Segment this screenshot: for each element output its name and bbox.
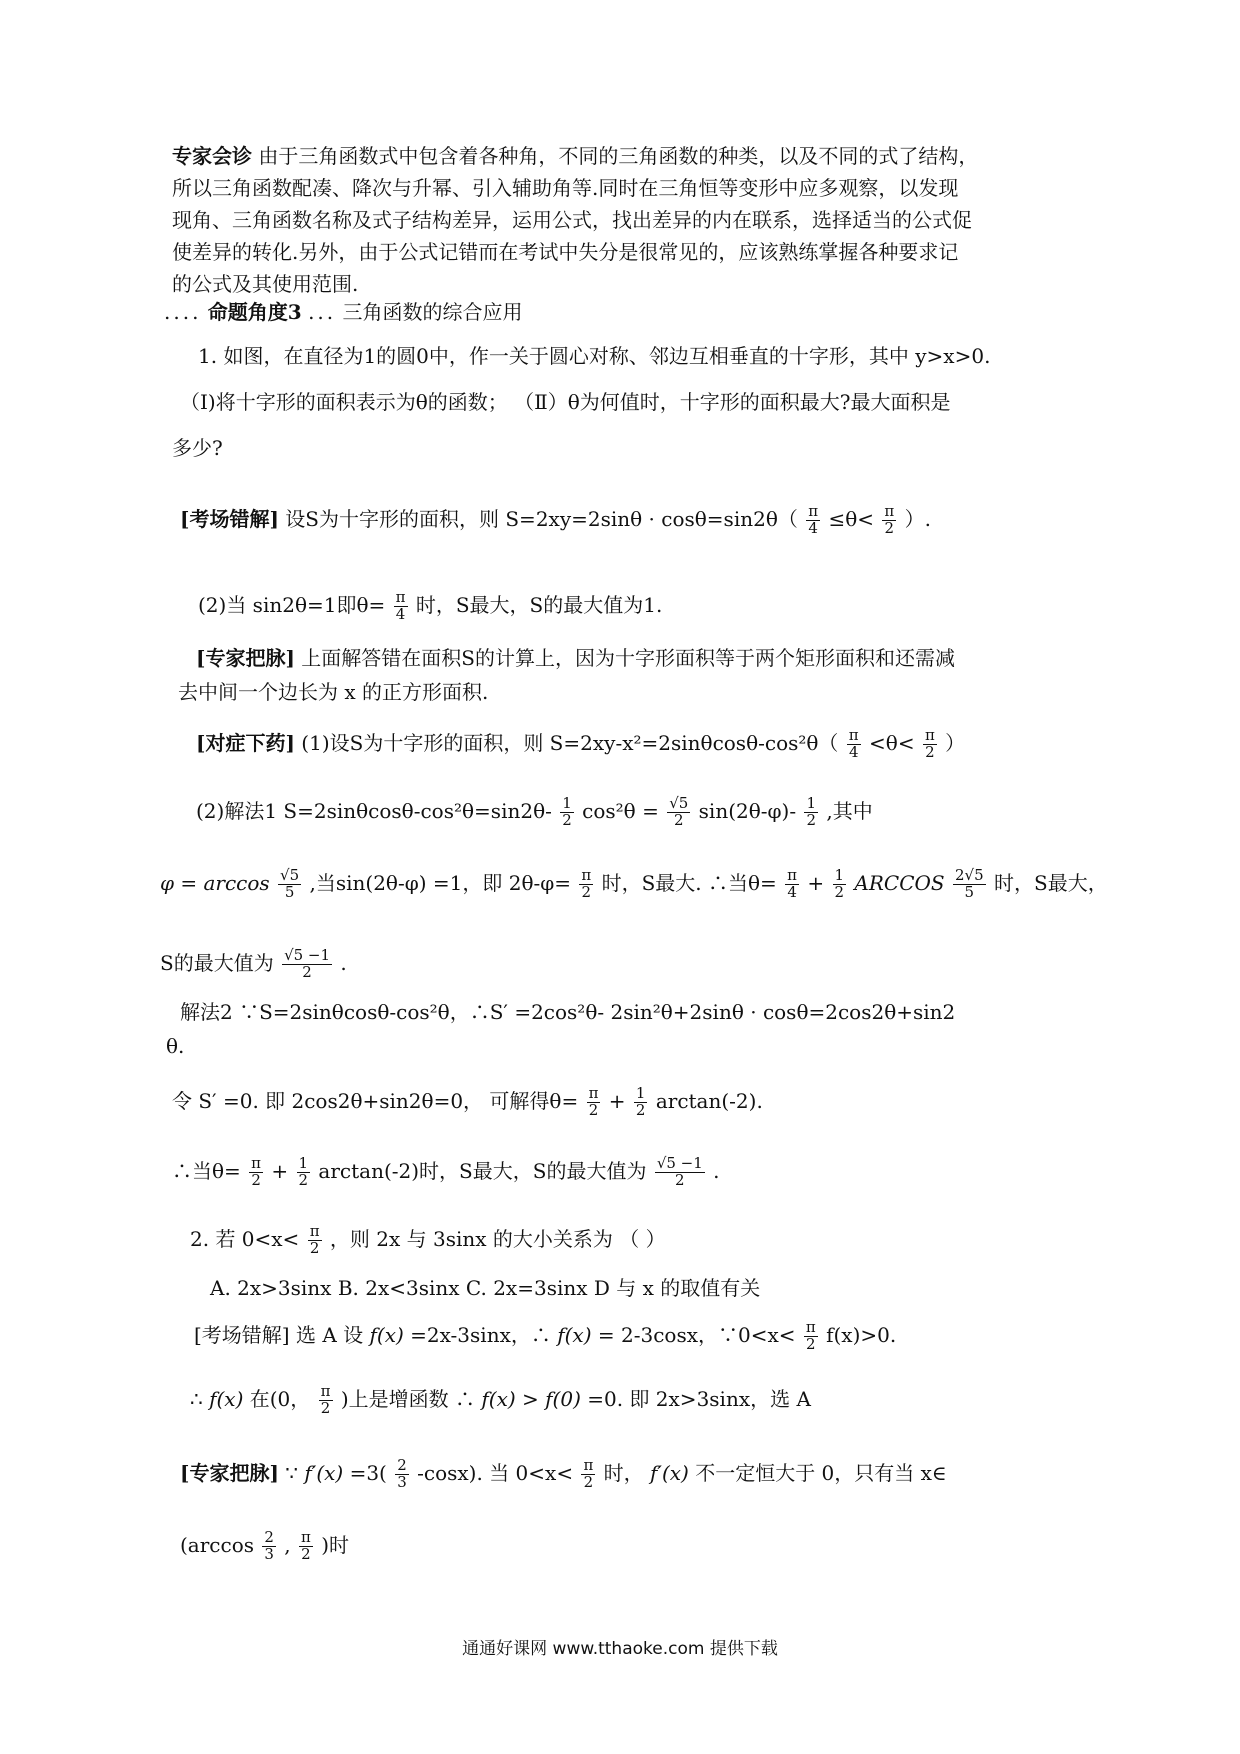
q1-wrong-label: [考场错解] <box>180 506 279 531</box>
topic-title: 三角函数的综合应用 <box>342 300 523 324</box>
q2-options: A. 2x>3sinx B. 2x<3sinx C. 2x=3sinx D 与 x 的取值有关 <box>210 1276 761 1300</box>
q1-method2-line-4: ∴当θ= $\frac{\pi}{2}$ + $\frac{1}{2}$ arctan(-2)时，S最大，S的最大值为 $\frac{√5 -1}{2}$ . <box>172 1154 720 1189</box>
q1-expert-label: [专家把脉] <box>196 646 295 670</box>
q1-stem: 1. 如图，在直径为1的圆0中，作一关于圆心对称、邻边互相垂直的十字形，其中 y>x>0. <box>198 344 991 368</box>
fraction-1-2: $\frac{1}{2}$ <box>562 794 572 829</box>
q2-expert-cont: (arccos $\frac{2}{3}$ , $\frac{\pi}{2}$ )时 <box>180 1528 350 1563</box>
fraction-pi-2: $\frac{\pi}{2}$ <box>588 1084 599 1119</box>
q1-method1-line-2: φ = arccos $\frac{√5}{5}$ ,当sin(2θ-φ) =1，即 2θ-φ= $\frac{\pi}{2}$ 时，S最大. ∴当θ= $\frac{\pi}{4}$ + $\frac{1}{2}$ ARCCOS $\frac{2√5}{5}$ 时，S最大， <box>160 866 1108 901</box>
intro-text-1: 由于三角函数式中包含着各种角，不同的三角函数的种类，以及不同的式了结构， <box>258 144 979 168</box>
q2-expert-label: [专家把脉] <box>180 1460 279 1485</box>
q1-parts: （Ⅰ)将十字形的面积表示为θ的函数； （Ⅱ）θ为何值时，十字形的面积最大?最大面积是 <box>180 390 951 414</box>
q1-wrong-solution <box>180 504 931 537</box>
q1-wrong-text: 设S为十字形的面积，则 S=2xy=2sinθ · cosθ=sin2θ（ <box>285 506 798 531</box>
fraction-pi-4: $\frac{\pi}{4}$ <box>395 588 406 623</box>
q1-method1-line-3: S的最大值为 $\frac{√5 -1}{2}$ . <box>160 946 347 981</box>
fraction-pi-4: $\frac{\pi}{4}$ <box>787 866 798 901</box>
fraction-sqrt5-2: $\frac{√5}{2}$ <box>669 794 689 829</box>
fraction-1-2: $\frac{1}{2}$ <box>834 866 845 901</box>
fraction-sqrt5m1-2: $\frac{√5 -1}{2}$ <box>656 1154 703 1189</box>
q2-wrong-solution: [考场错解] 选 A 设 f(x) =2x-3sinx，∴ f(x) = 2-3cosx，∵0<x< $\frac{\pi}{2}$ f(x)>0. <box>194 1318 897 1353</box>
fraction-pi-4: $\frac{\pi}{4}$ <box>848 726 859 761</box>
fraction-pi-2: $\frac{\pi}{2}$ <box>309 1222 320 1257</box>
fraction-1-2: $\frac{1}{2}$ <box>806 794 816 829</box>
fraction-pi-2: $\frac{\pi}{2}$ <box>924 726 935 761</box>
intro-heading: 专家会诊 <box>172 144 252 168</box>
intro-line-5: 的公式及其使用范围. <box>172 272 359 296</box>
fraction-pi-2: $\frac{\pi}{2}$ <box>251 1154 262 1189</box>
q1-method2-line-2: θ. <box>166 1034 185 1058</box>
intro-line-1 <box>172 144 978 168</box>
fraction-2-3: $\frac{2}{3}$ <box>397 1456 407 1491</box>
q2-expert: [专家把脉] ∵ f′(x) =3( $\frac{2}{3}$ -cosx). 当 0<x< $\frac{\pi}{2}$ 时， f′(x) 不一定恒大于 0，只有当 x∈ <box>180 1456 947 1491</box>
intro-line-2: 所以三角函数配凑、降次与升幂、引入辅助角等.同时在三角恒等变形中应多观察，以发现 <box>172 176 959 200</box>
fraction-pi-2: $\frac{\pi}{2}$ <box>583 1456 594 1491</box>
q1-expert-line-2: 去中间一个边长为 x 的正方形面积. <box>178 680 489 704</box>
fraction-pi-2: $\frac{\pi}{2}$ <box>805 1318 816 1353</box>
fraction-sqrt5-5: $\frac{√5}{5}$ <box>280 866 300 901</box>
topic-heading <box>164 300 523 324</box>
q1-wrong-text-mid: ≤θ< <box>828 506 875 531</box>
q1-method1-line-1: (2)解法1 S=2sinθcosθ-cos²θ=sin2θ- $\frac{1}{2}$ cos²θ = $\frac{√5}{2}$ sin(2θ-φ)- $\frac{1}{2}$ ,其中 <box>196 794 873 829</box>
topic-dots-1: .... <box>164 300 202 324</box>
fraction-1-2: $\frac{1}{2}$ <box>635 1084 646 1119</box>
q1-method2-line-3: 令 S′ =0. 即 2cos2θ+sin2θ=0， 可解得θ= $\frac{\pi}{2}$ + $\frac{1}{2}$ arctan(-2). <box>172 1084 763 1119</box>
fraction-pi-2: $\frac{\pi}{2}$ <box>300 1528 311 1563</box>
fraction-1-2: $\frac{1}{2}$ <box>298 1154 309 1189</box>
q1-wrong-part2: (2)当 sin2θ=1即θ= $\frac{\pi}{4}$ 时，S最大，S的最大值为1. <box>198 588 663 623</box>
fraction-pi-2: $\frac{\pi}{2}$ <box>581 866 592 901</box>
topic-label: 命题角度3 <box>207 300 302 324</box>
topic-dots-2: ... <box>308 300 337 324</box>
fraction-sqrt5m1-2: $\frac{√5 -1}{2}$ <box>284 946 331 981</box>
intro-line-3: 现角、三角函数名称及式子结构差异，运用公式，找出差异的内在联系，选择适当的公式促 <box>172 208 972 232</box>
intro-line-4: 使差异的转化.另外，由于公式记错而在考试中失分是很常见的，应该熟练掌握各种要求记 <box>172 240 959 264</box>
fraction-2-3: $\frac{2}{3}$ <box>264 1528 274 1563</box>
q2-stem: 2. 若 0<x< $\frac{\pi}{2}$ ，则 2x 与 3sinx 的大小关系为 （ ） <box>190 1222 666 1257</box>
page-footer: 通通好课网 www.tthaoke.com 提供下载 <box>462 1639 778 1659</box>
fraction-2sqrt5-5: $\frac{2√5}{5}$ <box>955 866 984 901</box>
fraction-pi-2: $\frac{\pi}{2}$ <box>884 502 895 537</box>
q2-wrong-solution-2: ∴ f(x) 在(0， $\frac{\pi}{2}$ )上是增函数 ∴ f(x) > f(0) =0. 即 2x>3sinx，选 A <box>190 1382 811 1417</box>
fraction-pi-2: $\frac{\pi}{2}$ <box>320 1382 331 1417</box>
q1-expert-line-1: [专家把脉] 上面解答错在面积S的计算上，因为十字形面积等于两个矩形面积和还需减 <box>196 646 955 670</box>
q1-remedy-label: [对症下药] <box>196 730 295 755</box>
fraction-pi-4: $\frac{\pi}{4}$ <box>808 502 819 537</box>
q1-remedy: [对症下药] (1)设S为十字形的面积，则 S=2xy-x²=2sinθcosθ-cos²θ（ $\frac{\pi}{4}$ <θ< $\frac{\pi}{2}$ ） <box>196 726 966 761</box>
q1-parts-cont: 多少? <box>172 436 223 460</box>
q1-wrong-text-end: ）. <box>904 506 931 531</box>
q1-method2-line-1: 解法2 ∵S=2sinθcosθ-cos²θ，∴S′ =2cos²θ- 2sin²θ+2sinθ · cosθ=2cos2θ+sin2 <box>180 1000 956 1024</box>
